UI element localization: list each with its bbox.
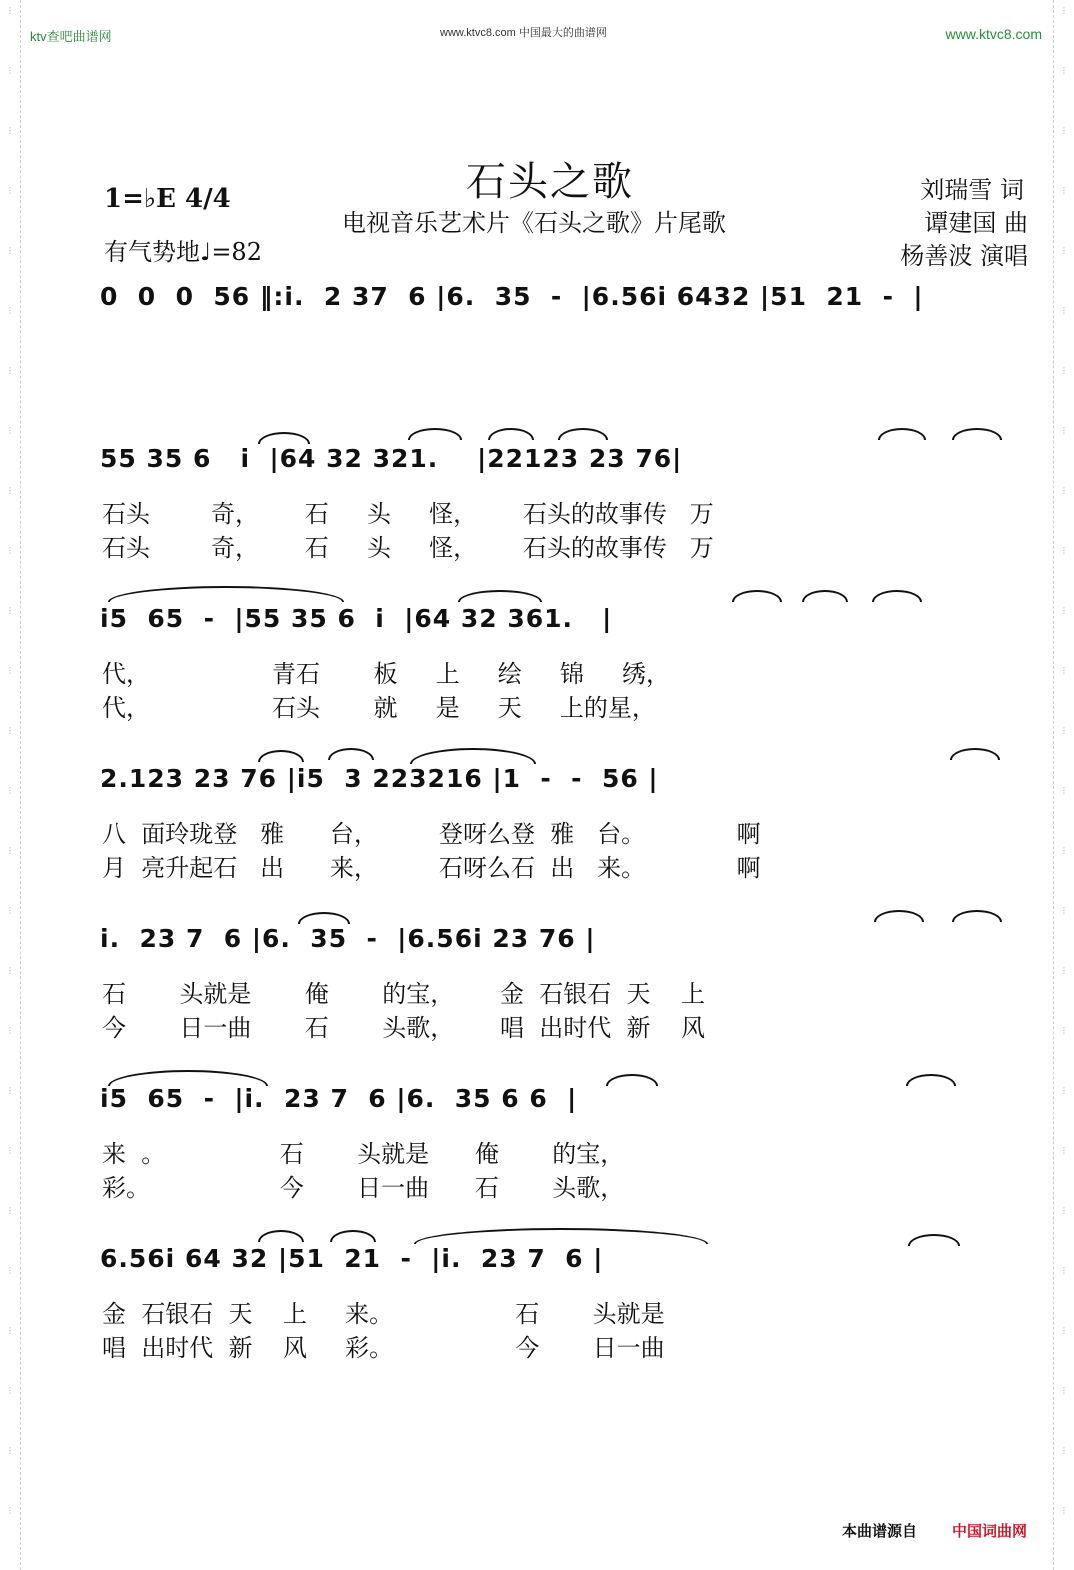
edge-watermark-glyph: ⋮ bbox=[1060, 846, 1068, 855]
slur-mark bbox=[874, 910, 924, 922]
singer-credit: 杨善波 演唱 bbox=[900, 242, 1028, 270]
edge-watermark-glyph: ⋮ bbox=[1060, 1446, 1068, 1455]
edge-watermark-glyph: ⋮ bbox=[1060, 546, 1068, 555]
lyric-verse-2: 彩。 今 日一曲 石 头歌， bbox=[102, 1174, 625, 1202]
edge-watermark-glyph: ⋮ bbox=[1060, 6, 1068, 15]
slur-mark bbox=[258, 432, 310, 444]
edge-watermark-glyph: ⋮ bbox=[1060, 1506, 1068, 1515]
edge-watermark-glyph: ⋮ bbox=[6, 1086, 14, 1095]
slur-mark bbox=[298, 912, 350, 924]
edge-watermark-glyph: ⋮ bbox=[1060, 786, 1068, 795]
edge-watermark-glyph: ⋮ bbox=[6, 66, 14, 75]
slur-mark bbox=[732, 590, 782, 602]
slur-mark bbox=[558, 428, 608, 440]
edge-watermark-glyph: ⋮ bbox=[6, 726, 14, 735]
edge-watermark-glyph: ⋮ bbox=[1060, 486, 1068, 495]
slur-mark bbox=[458, 590, 542, 602]
notation-line: i5 65 - |i. 23 7 6 |6. 35 6 6 | bbox=[100, 1084, 578, 1113]
lyricist-credit: 刘瑞雪 词 bbox=[920, 176, 1024, 204]
lyric-verse-2: 代， 石头 就 是 天 上的星， bbox=[102, 694, 656, 722]
header-site-center[interactable]: www.ktvc8.com 中国最大的曲谱网 bbox=[440, 27, 607, 39]
edge-watermark-glyph: ⋮ bbox=[1060, 1146, 1068, 1155]
edge-watermark-glyph: ⋮ bbox=[6, 966, 14, 975]
edge-watermark-glyph: ⋮ bbox=[1060, 666, 1068, 675]
edge-watermark-glyph: ⋮ bbox=[6, 306, 14, 315]
edge-watermark-glyph: ⋮ bbox=[6, 126, 14, 135]
edge-watermark-glyph: ⋮ bbox=[1060, 726, 1068, 735]
song-title: 石头之歌 bbox=[466, 159, 634, 205]
slur-mark bbox=[952, 910, 1002, 922]
slur-mark bbox=[488, 428, 534, 440]
edge-watermark-glyph: ⋮ bbox=[6, 366, 14, 375]
edge-watermark-glyph: ⋮ bbox=[6, 1446, 14, 1455]
lyric-verse-1: 石 头就是 俺 的宝， 金 石银石 天 上 bbox=[102, 980, 706, 1008]
lyric-verse-2: 月 亮升起石 出 来， 石呀么石 出 来。 啊 bbox=[102, 854, 761, 882]
composer-credit: 谭建国 曲 bbox=[924, 209, 1028, 237]
slur-mark bbox=[258, 750, 304, 762]
slur-mark bbox=[950, 748, 1000, 760]
edge-watermark-glyph: ⋮ bbox=[1060, 366, 1068, 375]
notation-line: 0 0 0 56 ‖:i. 2 37 6 |6. 35 - |6.56i 6432 |51 21 - | bbox=[100, 282, 924, 311]
edge-watermark-glyph: ⋮ bbox=[1060, 66, 1068, 75]
edge-watermark-glyph: ⋮ bbox=[6, 1146, 14, 1155]
edge-watermark-glyph: ⋮ bbox=[1060, 1386, 1068, 1395]
edge-watermark-glyph: ⋮ bbox=[6, 1386, 14, 1395]
edge-watermark-glyph: ⋮ bbox=[1060, 1086, 1068, 1095]
edge-watermark-glyph: ⋮ bbox=[1060, 1026, 1068, 1035]
slur-mark bbox=[414, 1228, 708, 1244]
slur-mark bbox=[802, 590, 848, 602]
edge-watermark-glyph: ⋮ bbox=[6, 606, 14, 615]
edge-watermark-glyph: ⋮ bbox=[1060, 1206, 1068, 1215]
slur-mark bbox=[408, 428, 462, 440]
edge-watermark-glyph: ⋮ bbox=[1060, 306, 1068, 315]
slur-mark bbox=[108, 586, 344, 602]
edge-watermark-glyph: ⋮ bbox=[6, 426, 14, 435]
lyric-verse-2: 唱 出时代 新 风 彩。 今 日一曲 bbox=[102, 1334, 665, 1362]
slur-mark bbox=[328, 748, 374, 760]
edge-watermark-glyph: ⋮ bbox=[6, 666, 14, 675]
edge-watermark-glyph: ⋮ bbox=[1060, 966, 1068, 975]
lyric-verse-1: 金 石银石 天 上 来。 石 头就是 bbox=[102, 1300, 665, 1328]
slur-mark bbox=[872, 590, 922, 602]
edge-watermark-glyph: ⋮ bbox=[6, 786, 14, 795]
tempo-marking: 有气势地♩=82 bbox=[104, 238, 262, 266]
edge-watermark-glyph: ⋮ bbox=[6, 546, 14, 555]
edge-watermark-glyph: ⋮ bbox=[6, 1506, 14, 1515]
edge-watermark-glyph: ⋮ bbox=[1060, 1266, 1068, 1275]
source-site-link[interactable]: 中国词曲网 bbox=[952, 1523, 1028, 1540]
edge-watermark-glyph: ⋮ bbox=[1060, 606, 1068, 615]
slur-mark bbox=[952, 428, 1002, 440]
edge-watermark-glyph: ⋮ bbox=[6, 1206, 14, 1215]
notation-line: 55 35 6 i |64 32 321. |22123 23 76| bbox=[100, 444, 683, 473]
lyric-verse-2: 今 日一曲 石 头歌， 唱 出时代 新 风 bbox=[102, 1014, 706, 1042]
edge-watermark-glyph: ⋮ bbox=[6, 186, 14, 195]
edge-watermark-glyph: ⋮ bbox=[1060, 1326, 1068, 1335]
edge-watermark-glyph: ⋮ bbox=[1060, 426, 1068, 435]
edge-watermark-glyph: ⋮ bbox=[1060, 246, 1068, 255]
slur-mark bbox=[330, 1230, 376, 1242]
edge-watermark-glyph: ⋮ bbox=[1060, 126, 1068, 135]
slur-mark bbox=[258, 1230, 304, 1242]
edge-watermark-glyph: ⋮ bbox=[6, 486, 14, 495]
edge-watermark-glyph: ⋮ bbox=[6, 6, 14, 15]
left-edge-watermark bbox=[0, 0, 21, 1570]
edge-watermark-glyph: ⋮ bbox=[6, 906, 14, 915]
edge-watermark-glyph: ⋮ bbox=[6, 1326, 14, 1335]
key-signature: 1=♭E 4/4 bbox=[104, 184, 231, 214]
lyric-verse-1: 石头 奇， 石 头 怪， 石头的故事传 万 bbox=[102, 500, 714, 528]
slur-mark bbox=[878, 428, 926, 440]
header-site-left[interactable]: ktv查吧曲谱网 bbox=[30, 29, 112, 44]
lyric-verse-2: 石头 奇， 石 头 怪， 石头的故事传 万 bbox=[102, 534, 714, 562]
lyric-verse-1: 来 。 石 头就是 俺 的宝， bbox=[102, 1140, 625, 1168]
lyric-verse-1: 代， 青石 板 上 绘 锦 绣， bbox=[102, 660, 671, 688]
notation-line: i. 23 7 6 |6. 35 - |6.56i 23 76 | bbox=[100, 924, 596, 953]
edge-watermark-glyph: ⋮ bbox=[1060, 906, 1068, 915]
notation-line: i5 65 - |55 35 6 i |64 32 361. | bbox=[100, 604, 613, 633]
notation-line: 6.56i 64 32 |51 21 - |i. 23 7 6 | bbox=[100, 1244, 604, 1273]
song-subtitle: 电视音乐艺术片《石头之歌》片尾歌 bbox=[342, 209, 726, 237]
edge-watermark-glyph: ⋮ bbox=[6, 846, 14, 855]
right-edge-watermark bbox=[1053, 0, 1074, 1570]
source-label: 本曲谱源自 bbox=[842, 1523, 918, 1540]
edge-watermark-glyph: ⋮ bbox=[6, 1026, 14, 1035]
notation-line: 2.123 23 76 |i5 3 223216 |1 - - 56 | bbox=[100, 764, 659, 793]
slur-mark bbox=[410, 748, 536, 764]
lyric-verse-1: 八 面玲珑登 雅 台， 登呀么登 雅 台。 啊 bbox=[102, 820, 761, 848]
edge-watermark-glyph: ⋮ bbox=[6, 246, 14, 255]
edge-watermark-glyph: ⋮ bbox=[1060, 186, 1068, 195]
header-site-right[interactable]: www.ktvc8.com bbox=[945, 26, 1042, 42]
edge-watermark-glyph: ⋮ bbox=[6, 1266, 14, 1275]
